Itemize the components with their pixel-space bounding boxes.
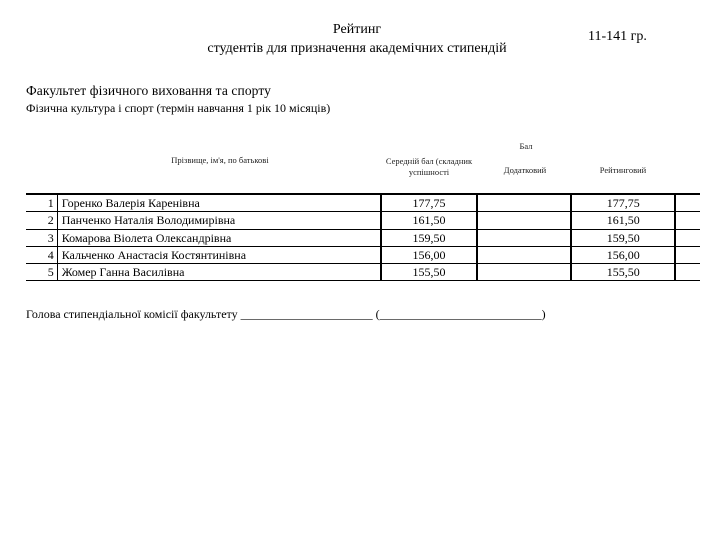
row-number: 2	[26, 212, 57, 229]
row-number: 3	[26, 229, 57, 246]
average-score: 155,50	[381, 264, 476, 281]
rating-score: 159,50	[571, 229, 675, 246]
additional-score	[477, 194, 572, 212]
row-number: 4	[26, 246, 57, 263]
row-spacer	[675, 246, 700, 263]
document-title: Рейтинг	[332, 22, 382, 37]
average-score: 177,75	[381, 194, 476, 212]
rating-table	[26, 193, 700, 281]
average-score: 161,50	[381, 212, 476, 229]
rating-score: 155,50	[571, 264, 675, 281]
column-header-additional: Додатковий	[503, 165, 547, 175]
additional-score	[477, 229, 572, 246]
program-name: Фізична культура і спорт (термін навчання 1 рік 10 місяців)	[26, 101, 331, 115]
student-name: Горенко Валерія Каренівна	[57, 194, 381, 212]
student-name: Панченко Наталія Володимирівна	[57, 212, 381, 229]
row-spacer	[675, 212, 700, 229]
table-row	[26, 264, 700, 281]
document-subtitle: студентів для призначення академічних стипендій	[207, 41, 507, 56]
student-name: Кальченко Анастасія Костянтинівна	[57, 246, 381, 263]
rating-score: 161,50	[571, 212, 675, 229]
faculty-name: Факультет фізичного виховання та спорту	[26, 83, 272, 98]
rating-table-body	[26, 194, 700, 281]
column-header-bal: Бал	[519, 141, 533, 151]
additional-score	[477, 264, 572, 281]
table-row	[26, 194, 700, 212]
row-number: 5	[26, 264, 57, 281]
table-row	[26, 212, 700, 229]
rating-score: 156,00	[571, 246, 675, 263]
row-spacer	[675, 194, 700, 212]
row-spacer	[675, 264, 700, 281]
group-label: 11-141 гр.	[588, 29, 647, 44]
student-name: Комарова Віолета Олександрівна	[57, 229, 381, 246]
rating-score: 177,75	[571, 194, 675, 212]
average-score: 159,50	[381, 229, 476, 246]
table-row	[26, 246, 700, 263]
additional-score	[477, 212, 572, 229]
column-header-rating: Рейтинговий	[599, 165, 647, 175]
additional-score	[477, 246, 572, 263]
column-header-average: Середній бал (складник успішності	[385, 156, 473, 177]
table-row	[26, 229, 700, 246]
row-spacer	[675, 229, 700, 246]
row-number: 1	[26, 194, 57, 212]
commission-signature-line: Голова стипендіальної комісії факультету ______________________ (___________________________)	[26, 307, 546, 321]
column-header-name: Прізвище, ім'я, по батькові	[171, 155, 269, 165]
student-name: Жомер Ганна Василівна	[57, 264, 381, 281]
average-score: 156,00	[381, 246, 476, 263]
